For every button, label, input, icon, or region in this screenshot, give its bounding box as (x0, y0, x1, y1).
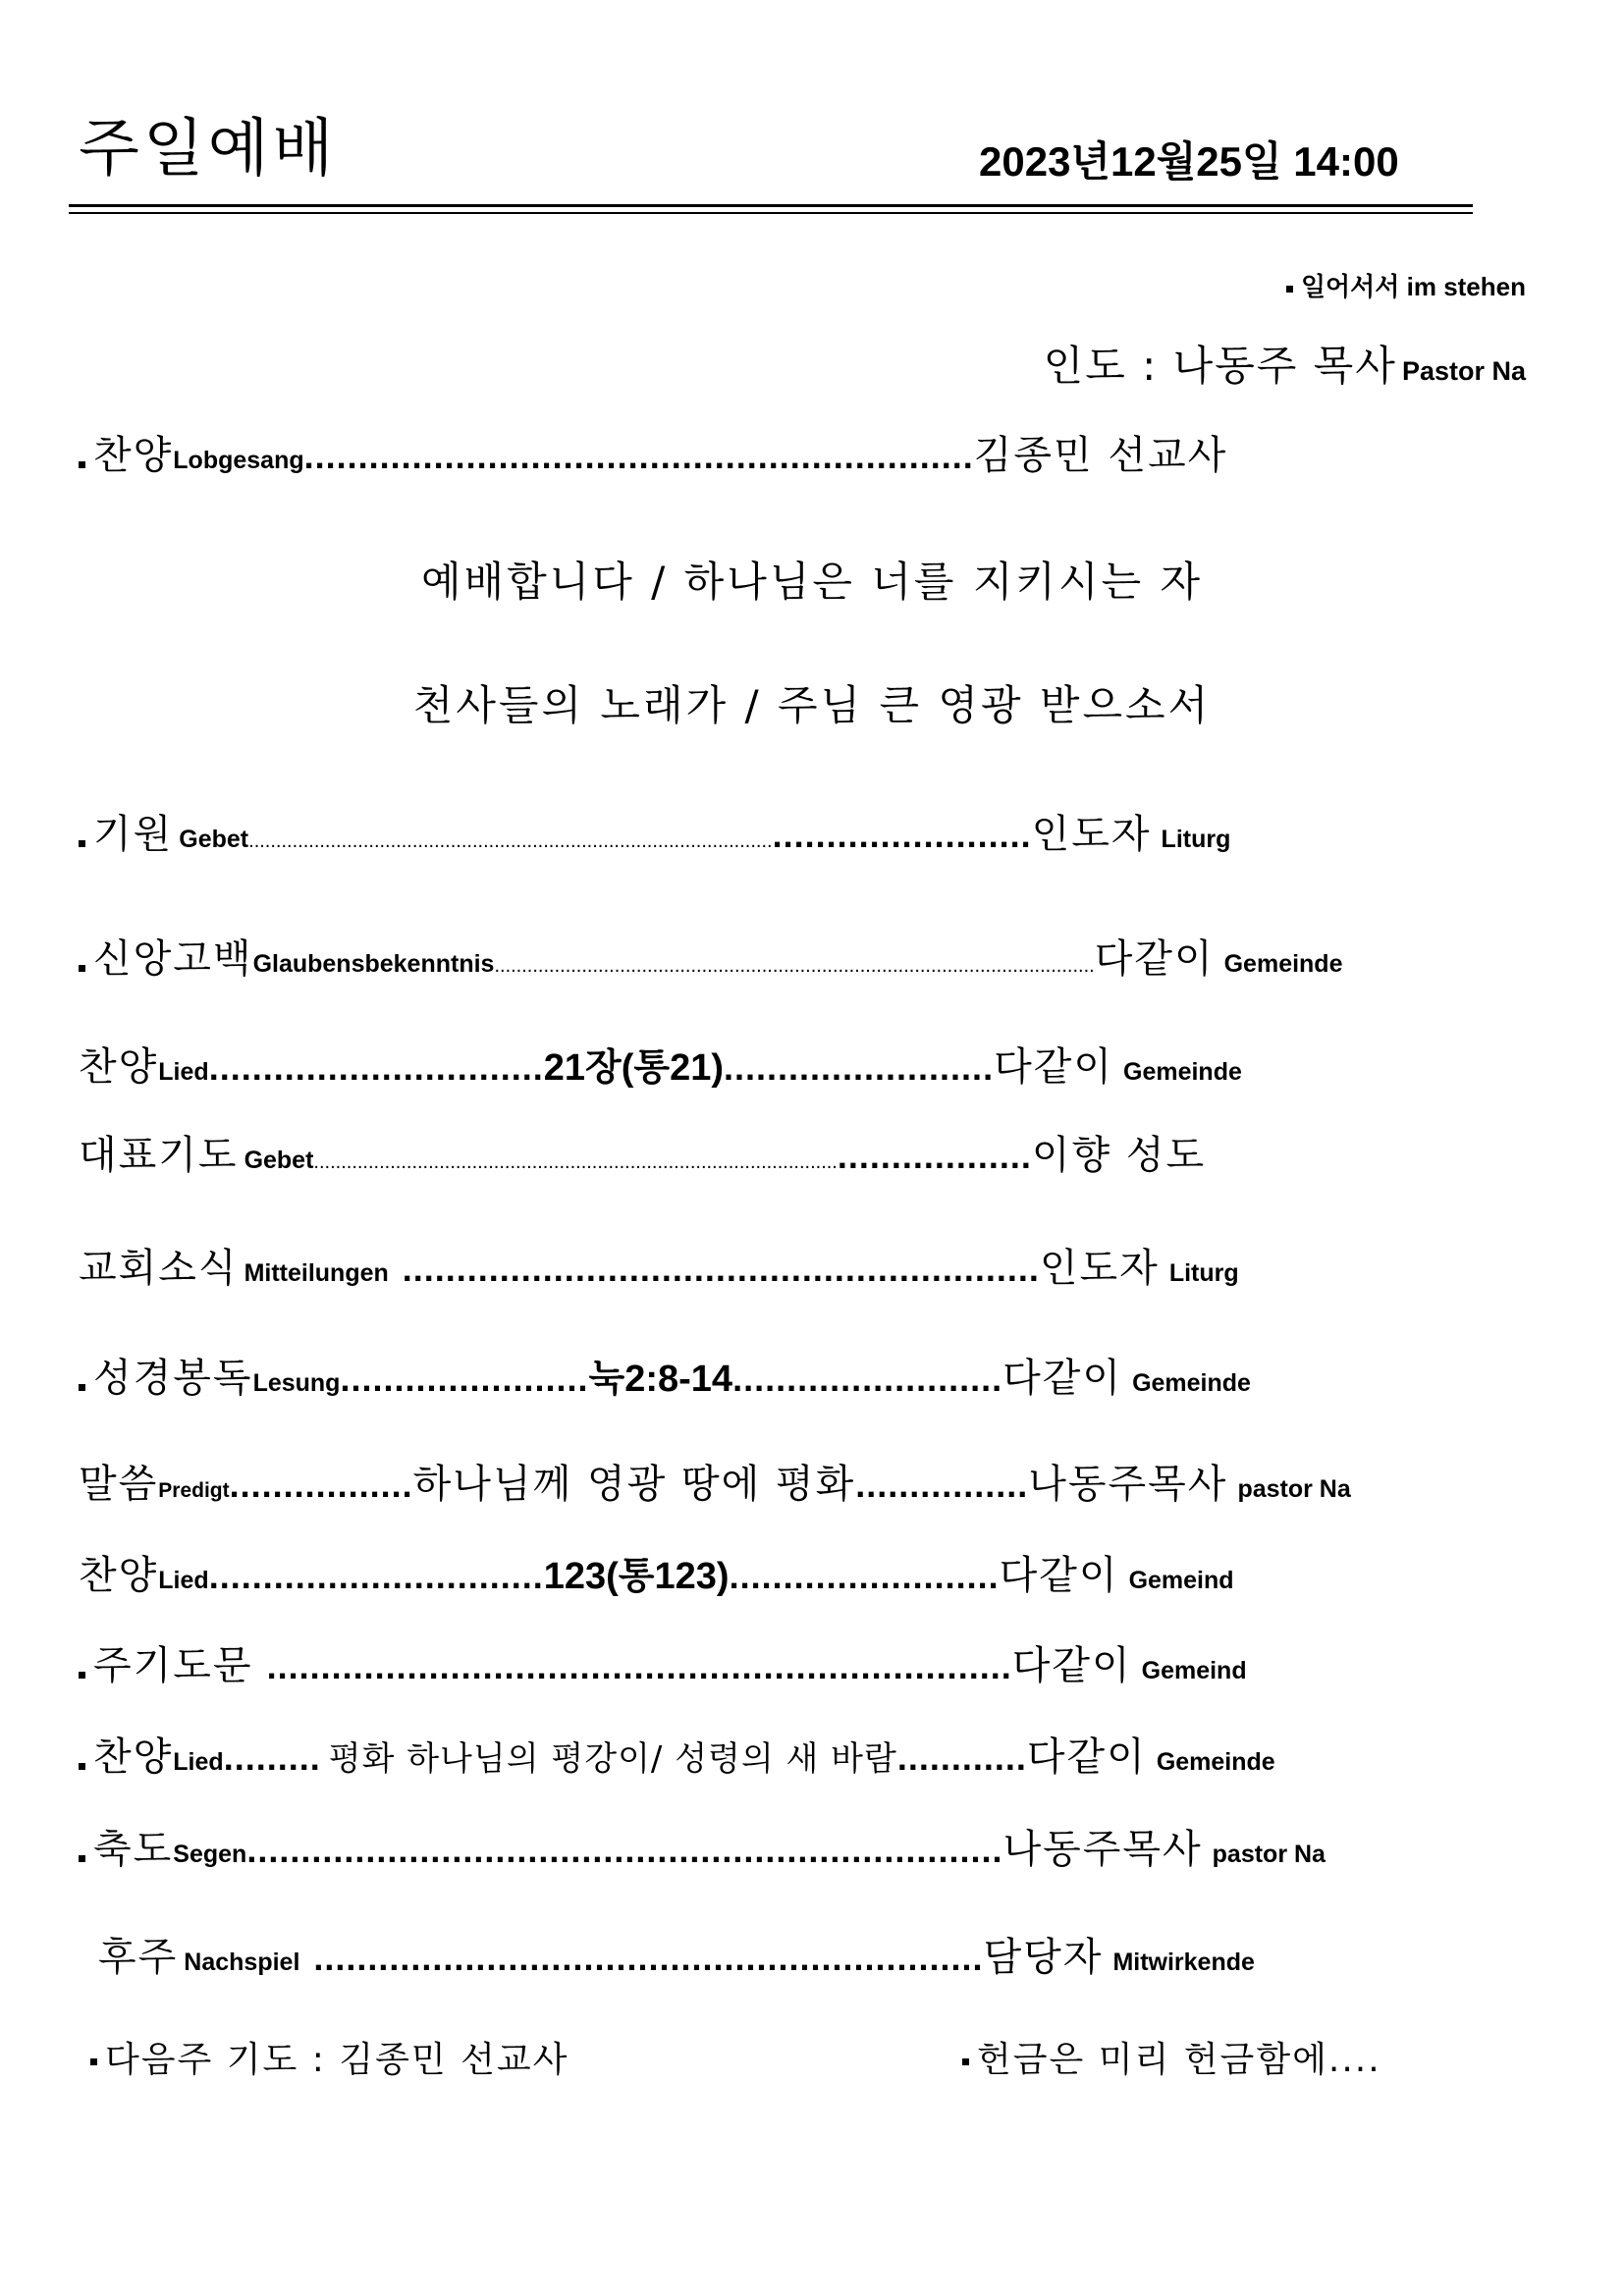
praise-intro-row (79, 424, 1227, 480)
item-responsible-de: pastor Na (1237, 1475, 1351, 1503)
service-item-row (79, 803, 1230, 859)
next-week-prayer: 다음주 기도 : 김종민 선교사 (90, 2032, 568, 2082)
service-item-row (79, 1036, 1242, 1092)
leader-dots: ............................... (208, 1556, 544, 1596)
leader-line (1044, 334, 1526, 393)
leader-dots-2: ......................... (724, 1047, 995, 1088)
item-responsible-de: Gemeinde (1156, 1748, 1275, 1776)
leader-dots: ........................ (772, 815, 1032, 855)
leader-dots: ....................... (340, 1359, 589, 1399)
item-detail: 123(통123) (543, 1556, 730, 1597)
item-title-de: Mitteilungen (244, 1259, 389, 1287)
bullet-icon (962, 2058, 969, 2065)
item-responsible: 다같이 (999, 1553, 1119, 1598)
item-responsible: 담당자 (983, 1935, 1104, 1980)
bullet-icon (79, 461, 85, 468)
item-title-ko: 신앙고백 (93, 936, 253, 982)
bullet-icon (1286, 286, 1293, 293)
item-responsible-de: Gemeind (1128, 1567, 1234, 1594)
item-responsible-de: Liturg (1161, 826, 1231, 853)
page-title: 주일예배 (79, 113, 338, 186)
item-responsible: 다같이 (1002, 1356, 1123, 1401)
item-title-ko: 찬양 (93, 1735, 174, 1780)
item-title-de: Lied (158, 1567, 209, 1594)
bullet-icon (79, 840, 85, 847)
bullet-icon (90, 2058, 97, 2065)
item-detail: 하나님께 영광 땅에 평화 (412, 1462, 856, 1507)
item-title-ko: 대표기도 (79, 1133, 239, 1178)
item-responsible: 이향 성도 (1031, 1133, 1207, 1178)
item-title-ko: 축도 (93, 1827, 174, 1872)
leader-dots-2: ......................... (729, 1556, 1000, 1596)
leader-ko: 인도 : 나동주 목사 (1043, 342, 1397, 390)
leader-dots-small: ................................................................................................ (313, 1151, 838, 1173)
item-responsible: 나동주목사 (1002, 1827, 1203, 1872)
service-date: 2023년12월25일 14:00 (979, 138, 1399, 185)
bullet-icon (79, 1763, 85, 1770)
service-item-row (79, 1634, 1247, 1690)
song-list-line-1: 예배합니다 / 하나님은 너를 지키시는 자 (420, 558, 1204, 606)
offering-note: 헌금은 미리 헌금함에.... (962, 2032, 1381, 2082)
item-title-ko: 성경봉독 (93, 1356, 253, 1401)
leader-dots-2: ......................... (732, 1359, 1003, 1399)
item-title-de: Segen (173, 1841, 247, 1868)
service-item-row (79, 1347, 1251, 1403)
bullet-icon (79, 1855, 85, 1862)
leader-dots: ............................... (208, 1047, 544, 1088)
item-responsible: 인도자 (1031, 812, 1152, 857)
item-title-ko: 주기도문 (93, 1643, 253, 1688)
item-responsible-de: Gemeinde (1123, 1058, 1242, 1086)
item-responsible-de: Gemeinde (1132, 1369, 1251, 1397)
bullet-icon (79, 1672, 85, 1679)
leader-dots: ........................................................... (402, 1249, 1040, 1289)
praise-intro-de: Lobgesang (173, 447, 304, 474)
item-detail: 평화 하나님의 평강이/ 성령의 새 바람 (328, 1739, 897, 1779)
leader-dots: .............................................................. (313, 1938, 984, 1978)
leader-dots: .................. (837, 1136, 1032, 1176)
item-detail: 21장(통21) (543, 1047, 725, 1089)
leader-dots-2: ............ (896, 1737, 1027, 1778)
item-responsible-de: pastor Na (1212, 1841, 1326, 1868)
praise-intro-who: 김종민 선교사 (973, 433, 1228, 478)
item-title-ko: 후주 (98, 1935, 179, 1980)
item-title-de: Predigt (158, 1479, 230, 1502)
item-detail: 눅2:8-14 (588, 1359, 733, 1400)
item-responsible: 다같이 (994, 1044, 1113, 1090)
item-title-ko: 기원 (93, 812, 174, 857)
item-responsible-de: Liturg (1168, 1259, 1239, 1287)
item-title-de: Nachspiel (184, 1949, 300, 1976)
service-item-row (79, 1544, 1234, 1600)
service-item-row (79, 1726, 1275, 1782)
leader-dots: ................. (229, 1465, 413, 1505)
item-title-de: Gebet (244, 1147, 314, 1174)
item-title-ko: 찬양 (79, 1044, 159, 1090)
leader-dots: ...................................................................... (246, 1830, 1003, 1870)
item-title-de: Lesung (252, 1369, 341, 1397)
item-title-ko: 말씀 (79, 1462, 159, 1507)
leader-de: Pastor Na (1401, 356, 1526, 386)
item-responsible: 나동주목사 (1028, 1462, 1228, 1507)
service-item-row (79, 1453, 1351, 1509)
item-title-ko: 찬양 (79, 1553, 159, 1598)
leader-dots-small: .............................................................................................................. (494, 955, 1095, 977)
header-divider (69, 204, 1473, 207)
leader-dots-small: ................................................................................................ (248, 830, 773, 852)
bullet-icon (79, 965, 85, 972)
item-responsible-de: Gemeind (1141, 1657, 1247, 1684)
leader-dots: ..................................................................... (266, 1646, 1012, 1686)
posture-note: 일어서서 im stehen (1286, 267, 1526, 303)
leader-dots-2: ................ (855, 1465, 1029, 1505)
service-item-row (79, 928, 1342, 984)
service-item-row (79, 1818, 1326, 1874)
service-item-row (79, 1237, 1239, 1293)
item-title-de: Lied (173, 1748, 224, 1776)
leader-dots: ......... (223, 1737, 321, 1778)
praise-intro-ko: 찬양 (93, 433, 174, 478)
item-responsible-de: Gemeinde (1223, 950, 1343, 978)
leader-dots: .............................................................. (303, 436, 974, 476)
item-responsible: 다같이 (1094, 936, 1215, 982)
item-title-de: Glaubensbekenntnis (252, 950, 495, 978)
song-list-line-2: 천사들의 노래가 / 주님 큰 영광 받으소서 (412, 681, 1212, 729)
item-title-ko: 교회소식 (79, 1246, 239, 1291)
item-title-de: Gebet (179, 826, 249, 853)
header-divider-thin (69, 212, 1473, 214)
item-responsible-de: Mitwirkende (1112, 1949, 1255, 1976)
service-item-row (79, 1124, 1206, 1180)
item-responsible: 다같이 (1026, 1735, 1147, 1780)
item-title-de: Lied (158, 1058, 209, 1086)
service-item-row (98, 1926, 1255, 1982)
item-responsible: 인도자 (1039, 1246, 1160, 1291)
item-responsible: 다같이 (1011, 1643, 1132, 1688)
bullet-icon (79, 1384, 85, 1391)
